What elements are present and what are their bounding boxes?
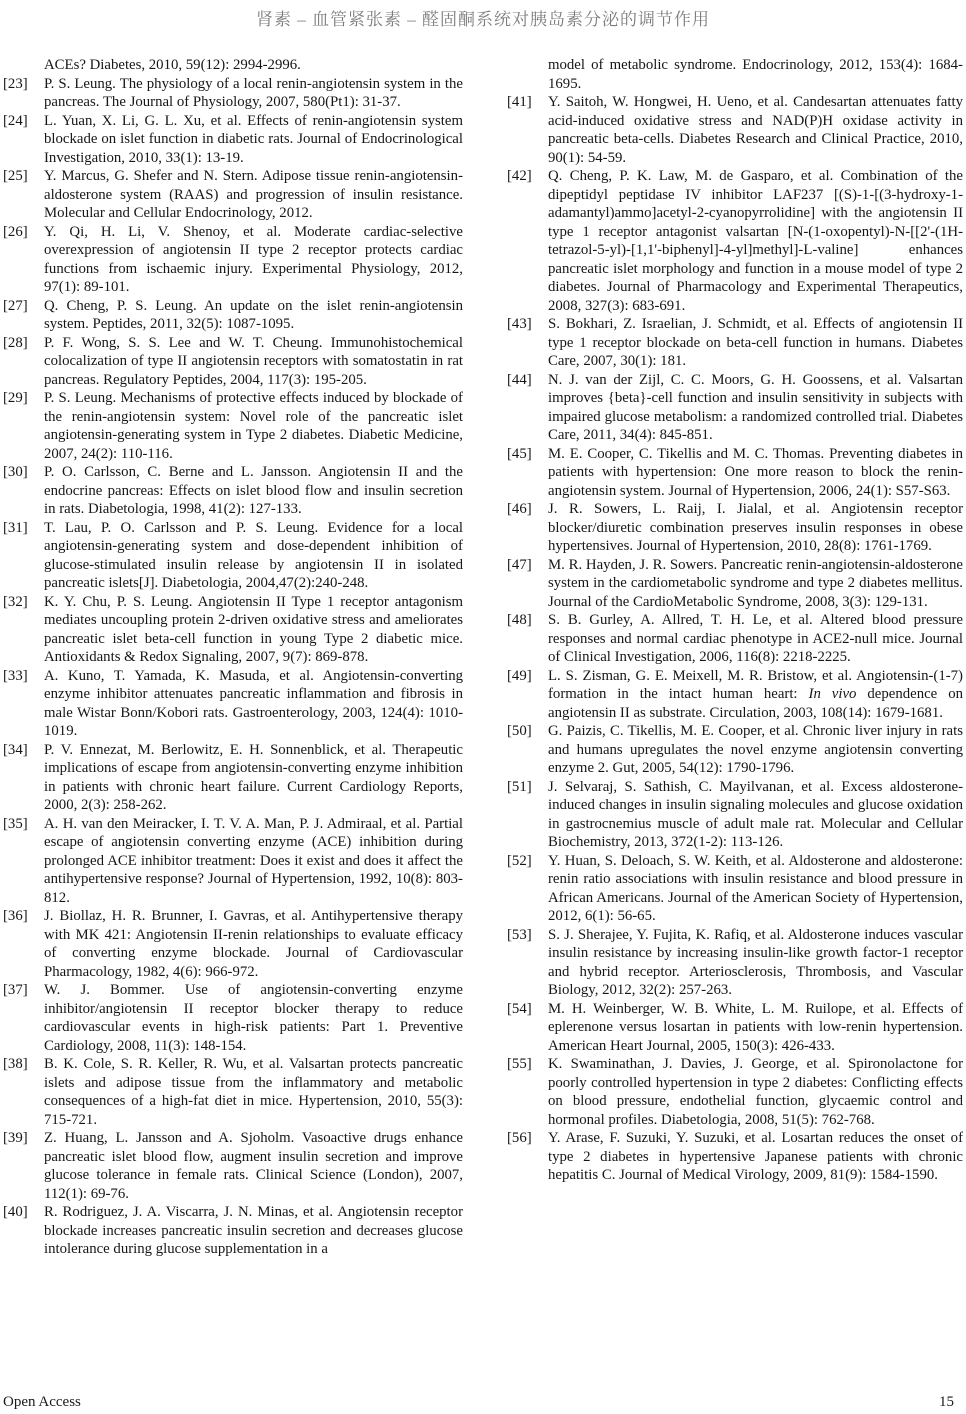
- reference-number: [39]: [3, 1130, 28, 1146]
- reference-number: [24]: [3, 112, 28, 129]
- reference-number: [43]: [507, 316, 532, 332]
- reference-text-segment: Q. Cheng, P. S. Leung. An update on the islet renin-angiotensin system. Peptides, 2011, 32(5): 1087-1095.: [44, 297, 463, 332]
- reference-text-segment: ACEs? Diabetes, 2010, 59(12): 2994-2996.: [44, 57, 301, 73]
- reference-text-segment: Z. Huang, L. Jansson and A. Sjoholm. Vasoactive drugs enhance pancreatic islet blood flow, augment insulin secretion and improve glucose tolerance in female rats. Clinical Science (London), 2007, 112(1): 69-76.: [44, 1130, 463, 1202]
- reference-text-segment: M. R. Hayden, J. R. Sowers. Pancreatic renin-angiotensin-aldosterone system in the cardiometabolic syndrome and type 2 diabetes mellitus. Journal of the CardioMetabolic Syndrome, 2008, 3(3): 129-131.: [548, 556, 963, 610]
- reference-text: [44, 908, 463, 980]
- references-column-left: [3, 56, 463, 1259]
- reference-item: [3, 741, 463, 815]
- reference-number: [56]: [507, 1130, 532, 1146]
- reference-number: [29]: [3, 390, 28, 406]
- reference-text-segment: K. Swaminathan, J. Davies, J. George, et al. Spironolactone for poorly controlled hypertension in type 2 diabetes: Conflicting effects on blood pressure, endothelial function, glycaemic control and hormonal profiles. Diabetologia, 2008, 51(5): 762-768.: [548, 1056, 963, 1128]
- reference-text: [44, 76, 463, 111]
- reference-item: [3, 981, 463, 1055]
- reference-text-segment: J. Biollaz, H. R. Brunner, I. Gavras, et al. Antihypertensive therapy with MK 421: Angiotensin II-renin relationships to evaluate efficacy of converting enzyme blockade. Journal of Cardiovascular Pharmacology, 1982, 4(6): 966-972.: [44, 908, 463, 980]
- reference-text-segment: G. Paizis, C. Tikellis, M. E. Cooper, et al. Chronic liver injury in rats and humans upregulates the novel enzyme angiotensin converting enzyme 2. Gut, 2005, 54(12): 1790-1796.: [548, 723, 963, 776]
- reference-text: [548, 853, 963, 925]
- reference-number: [55]: [507, 1056, 532, 1072]
- reference-number: [26]: [3, 223, 28, 240]
- reference-item: [507, 926, 963, 1000]
- reference-item: [507, 852, 963, 926]
- reference-item: [3, 1055, 463, 1129]
- reference-number: [53]: [507, 926, 532, 943]
- reference-item: [3, 815, 463, 908]
- reference-text-segment: L. S. Zisman, G. E. Meixell, M. R. Bristow, et al. Angiotensin-(1-7) formation in the intact human heart:: [548, 667, 963, 702]
- reference-number: [51]: [507, 778, 532, 795]
- reference-text-segment: S. J. Sherajee, Y. Fujita, K. Rafiq, et al. Aldosterone induces vascular insulin resistance by increasing insulin-like growth factor-1 receptor and hybrid receptor. Arteriosclerosis, Thrombosis, and Vascular Biology, 2012, 32(2): 257-263.: [548, 926, 963, 998]
- reference-text-segment: Y. Qi, H. Li, V. Shenoy, et al. Moderate cardiac-selective overexpression of angiotensin II type 2 receptor protects cardiac functions from ischaemic injury. Experimental Physiology, 2012, 97(1): 89-101.: [44, 223, 463, 295]
- reference-number: [45]: [507, 445, 532, 462]
- page-title: 肾素 – 血管紧张素 – 醛固酮系统对胰岛素分泌的调节作用: [256, 10, 710, 29]
- reference-text: [44, 224, 463, 296]
- reference-text-segment: S. Bokhari, Z. Israelian, J. Schmidt, et al. Effects of angiotensin II type 1 receptor blockade on beta-cell function in humans. Diabetes Care, 2007, 30(1): 181.: [548, 316, 963, 369]
- reference-number: [37]: [3, 982, 28, 998]
- reference-text: [548, 372, 963, 444]
- reference-item: [3, 297, 463, 334]
- reference-text: [44, 816, 463, 906]
- reference-text: [548, 168, 963, 314]
- reference-number: [32]: [3, 593, 28, 610]
- reference-text: [44, 520, 463, 592]
- reference-text-segment: P. F. Wong, S. S. Lee and W. T. Cheung. Immunohistochemical colocalization of type II angiotensin receptors with somatostatin in rat pancreas. Regulatory Peptides, 2004, 117(3): 195-205.: [44, 334, 463, 388]
- reference-item: [3, 223, 463, 297]
- reference-text: [548, 57, 963, 92]
- reference-item: [507, 1000, 963, 1056]
- reference-text-segment: Y. Huan, S. Deloach, S. W. Keith, et al. Aldosterone and aldosterone: renin ratio associations with insulin resistance and blood pressure in African Americans. Journal of the American Society of Hypertension, 2012, 6(1): 56-65.: [548, 852, 963, 924]
- reference-text-segment: L. Yuan, X. Li, G. L. Xu, et al. Effects of renin-angiotensin system blockade on islet function in diabetic rats. Journal of Endocrinological Investigation, 2010, 33(1): 13-19.: [44, 112, 463, 166]
- reference-number: [52]: [507, 852, 532, 869]
- reference-text-segment: J. R. Sowers, L. Raij, I. Jialal, et al. Angiotensin receptor blocker/diuretic combination preserves insulin responses in obese hypertensives. Journal of Hypertension, 2010, 28(8): 1761-1769.: [548, 501, 963, 554]
- page-number: 15: [939, 1394, 954, 1410]
- reference-text-segment: W. J. Bommer. Use of angiotensin-converting enzyme inhibitor/angiotensin II receptor blocker therapy to reduce cardiovascular events in high-risk patients: Part 1. Preventive Cardiology, 2008, 11(3): 148-154.: [44, 982, 463, 1054]
- reference-item: [507, 93, 963, 167]
- reference-item: [507, 371, 963, 445]
- reference-text: [548, 1001, 963, 1054]
- reference-text: [44, 1056, 463, 1128]
- reference-number: [54]: [507, 1000, 532, 1017]
- reference-number: [33]: [3, 667, 28, 684]
- reference-text-italic: In vivo: [808, 686, 857, 702]
- reference-text: [44, 982, 463, 1054]
- reference-number: [36]: [3, 908, 28, 924]
- reference-text-segment: A. H. van den Meiracker, I. T. V. A. Man, P. J. Admiraal, et al. Partial escape of angiotensin converting enzyme (ACE) inhibition during prolonged ACE inhibitor treatment: Does it exist and does it affect the antihypertensive response? Journal of Hypertension, 1992, 10(8): 803-812.: [44, 815, 463, 906]
- reference-text: [548, 612, 963, 665]
- reference-item: [507, 611, 963, 667]
- reference-number: [48]: [507, 612, 532, 628]
- reference-text: [548, 501, 963, 554]
- reference-text-segment: N. J. van der Zijl, C. C. Moors, G. H. Goossens, et al. Valsartan improves {beta}-cell function and insulin sensitivity in subjects with impaired glucose metabolism: a randomized controlled trial. Diabetes Care, 2011, 34(4): 845-851.: [548, 371, 963, 443]
- page-footer: [3, 1394, 954, 1411]
- reference-text-segment: J. Selvaraj, S. Sathish, C. Mayilvanan, et al. Excess aldosterone-induced changes in insulin signaling molecules and glucose oxidation in gastrocnemius muscle of adult male rat. Molecular and Cellular Biochemistry, 2013, 372(1-2): 113-126.: [548, 778, 963, 850]
- reference-number: [50]: [507, 723, 532, 739]
- reference-text-segment: P. V. Ennezat, M. Berlowitz, E. H. Sonnenblick, et al. Therapeutic implications of escape from angiotensin-converting enzyme inhibition in patients with chronic heart failure. Current Cardiology Reports, 2000, 2(3): 258-262.: [44, 741, 463, 813]
- reference-item: [3, 334, 463, 390]
- reference-text-segment: Y. Saitoh, W. Hongwei, H. Ueno, et al. Candesartan attenuates fatty acid-induced oxidative stress and NAD(P)H oxidase activity in pancreatic beta-cells. Diabetes Research and Clinical Practice, 2010, 90(1): 54-59.: [548, 94, 963, 166]
- reference-item: [3, 167, 463, 223]
- reference-number: [42]: [507, 168, 532, 184]
- reference-number: [34]: [3, 741, 28, 758]
- reference-text-segment: B. K. Cole, S. R. Keller, R. Wu, et al. Valsartan protects pancreatic islets and adipose tissue from the inflammatory and metabolic consequences of a high-fat diet in mice. Hypertension, 2010, 55(3): 715-721.: [44, 1056, 463, 1128]
- reference-item: [507, 778, 963, 852]
- reference-text-segment: M. E. Cooper, C. Tikellis and M. C. Thomas. Preventing diabetes in patients with hypertension: One more reason to block the renin-angiotensin system. Journal of Hypertension, 2006, 24(1): S57-S63.: [548, 445, 963, 499]
- reference-text-segment: P. O. Carlsson, C. Berne and L. Jansson. Angiotensin II and the endocrine pancreas: Effects on islet blood flow and insulin secretion in rats. Diabetologia, 1998, 41(2): 127-133.: [44, 464, 463, 517]
- reference-text: [44, 464, 463, 517]
- reference-number: [23]: [3, 75, 28, 92]
- reference-item: [3, 56, 463, 75]
- reference-item: [3, 667, 463, 741]
- reference-number: [49]: [507, 667, 532, 684]
- reference-item: [3, 1129, 463, 1203]
- reference-text-segment: M. H. Weinberger, W. B. White, L. M. Ruilope, et al. Effects of eplerenone versus losartan in patients with low-renin hypertension. American Heart Journal, 2005, 150(3): 426-433.: [548, 1000, 963, 1054]
- reference-item: [507, 667, 963, 723]
- reference-text: [44, 390, 463, 462]
- reference-text: [44, 594, 463, 666]
- reference-item: [507, 445, 963, 501]
- reference-number: [40]: [3, 1204, 28, 1220]
- reference-number: [28]: [3, 334, 28, 351]
- reference-text: [44, 298, 463, 333]
- reference-text: [548, 557, 963, 610]
- reference-text: [548, 668, 963, 721]
- reference-text: [548, 1130, 963, 1183]
- reference-item: [3, 1203, 463, 1259]
- reference-item: [507, 556, 963, 612]
- reference-text: [548, 1056, 963, 1128]
- page-header: [0, 0, 966, 30]
- reference-number: [47]: [507, 556, 532, 573]
- reference-text-segment: P. S. Leung. The physiology of a local renin-angiotensin system in the pancreas. The Journal of Physiology, 2007, 580(Pt1): 31-37.: [44, 75, 463, 110]
- reference-text: [44, 168, 463, 221]
- reference-number: [25]: [3, 168, 28, 184]
- reference-text: [548, 94, 963, 166]
- reference-item: [3, 112, 463, 168]
- reference-item: [3, 907, 463, 981]
- reference-text-segment: R. Rodriguez, J. A. Viscarra, J. N. Minas, et al. Angiotensin receptor blockade increases pancreatic insulin secretion and decreases glucose intolerance during glucose supplementation in a: [44, 1204, 463, 1257]
- reference-text-segment: Y. Marcus, G. Shefer and N. Stern. Adipose tissue renin-angiotensin-aldosterone system (RAAS) and progression of insulin resistance. Molecular and Cellular Endocrinology, 2012.: [44, 168, 463, 221]
- reference-text-segment: model of metabolic syndrome. Endocrinology, 2012, 153(4): 1684-1695.: [548, 57, 963, 92]
- reference-item: [3, 463, 463, 519]
- reference-text: [548, 446, 963, 499]
- reference-text-segment: P. S. Leung. Mechanisms of protective effects induced by blockade of the renin-angiotensin system: Novel role of the pancreatic islet angiotensin-generating system in Type 2 diabetes. Diabetic Medicine, 2007, 24(2): 110-116.: [44, 390, 463, 462]
- reference-text-segment: Y. Arase, F. Suzuki, Y. Suzuki, et al. Losartan reduces the onset of type 2 diabetes in hypertensive Japanese patients with chronic hepatitis C. Journal of Medical Virology, 2009, 81(9): 1584-1590.: [548, 1130, 963, 1183]
- references-section: [0, 56, 966, 1259]
- reference-text-segment: dependence on angiotensin II as substrate. Circulation, 2003, 108(14): 1679-1681.: [548, 686, 963, 721]
- reference-item: [507, 315, 963, 371]
- reference-item: [3, 389, 463, 463]
- reference-item: [507, 722, 963, 778]
- reference-text: [548, 927, 963, 999]
- reference-item: [507, 500, 963, 556]
- reference-item: [507, 1129, 963, 1185]
- reference-item: [3, 593, 463, 667]
- reference-item: [3, 519, 463, 593]
- reference-number: [46]: [507, 501, 532, 517]
- reference-item: [507, 1055, 963, 1129]
- reference-number: [27]: [3, 297, 28, 314]
- reference-text: [548, 316, 963, 369]
- reference-number: [31]: [3, 519, 28, 536]
- reference-item: [507, 167, 963, 315]
- reference-text: [44, 742, 463, 814]
- reference-text: [44, 113, 463, 166]
- reference-text: [44, 335, 463, 388]
- reference-number: [30]: [3, 464, 28, 480]
- references-column-right: [507, 56, 963, 1259]
- reference-number: [38]: [3, 1056, 28, 1072]
- reference-text-segment: T. Lau, P. O. Carlsson and P. S. Leung. Evidence for a local angiotensin-generating system and dose-dependent inhibition of glucose-stimulated insulin release by angiotensin II in isolated pancreatic islets[J]. Diabetologia, 2004,47(2):240-248.: [44, 519, 463, 591]
- reference-number: [44]: [507, 371, 532, 388]
- reference-text: [44, 1204, 463, 1257]
- open-access-label: Open Access: [3, 1394, 81, 1410]
- reference-text: [44, 668, 463, 740]
- reference-text-segment: A. Kuno, T. Yamada, K. Masuda, et al. Angiotensin-converting enzyme inhibitor attenuates pancreatic inflammation and fibrosis in male Wistar Bonn/Kobori rats. Gastroenterology, 2003, 124(4): 1010-1019.: [44, 667, 463, 739]
- reference-item: [507, 56, 963, 93]
- reference-number: [41]: [507, 94, 532, 110]
- reference-number: [35]: [3, 815, 28, 832]
- reference-text-segment: K. Y. Chu, P. S. Leung. Angiotensin II Type 1 receptor antagonism mediates uncoupling protein 2-driven oxidative stress and ameliorates pancreatic islet beta-cell function in young Type 2 diabetic mice. Antioxidants & Redox Signaling, 2007, 9(7): 869-878.: [44, 593, 463, 665]
- reference-text-segment: S. B. Gurley, A. Allred, T. H. Le, et al. Altered blood pressure responses and normal cardiac phenotype in ACE2-null mice. Journal of Clinical Investigation, 2006, 116(8): 2218-2225.: [548, 612, 963, 665]
- reference-text: [44, 57, 301, 73]
- reference-text-segment: Q. Cheng, P. K. Law, M. de Gasparo, et al. Combination of the dipeptidyl peptidase IV inhibitor LAF237 [(S)-1-[(3-hydroxy-1-adamantyl)ammo]acetyl-2-cyanopyrrolidine] with the angiotensin II type 1 receptor antagonist valsartan [N-(1-oxopentyl)-N-[[2'-(1H-tetrazol-5-yl)-[1,1'-biphenyl]-4-yl]methyl]-L-valine] enhances pancreatic islet morphology and function in a mouse model of type 2 diabetes. Journal of Pharmacology and Experimental Therapeutics, 2008, 327(3): 683-691.: [548, 168, 963, 314]
- reference-item: [3, 75, 463, 112]
- reference-text: [44, 1130, 463, 1202]
- reference-text: [548, 723, 963, 776]
- reference-text: [548, 779, 963, 851]
